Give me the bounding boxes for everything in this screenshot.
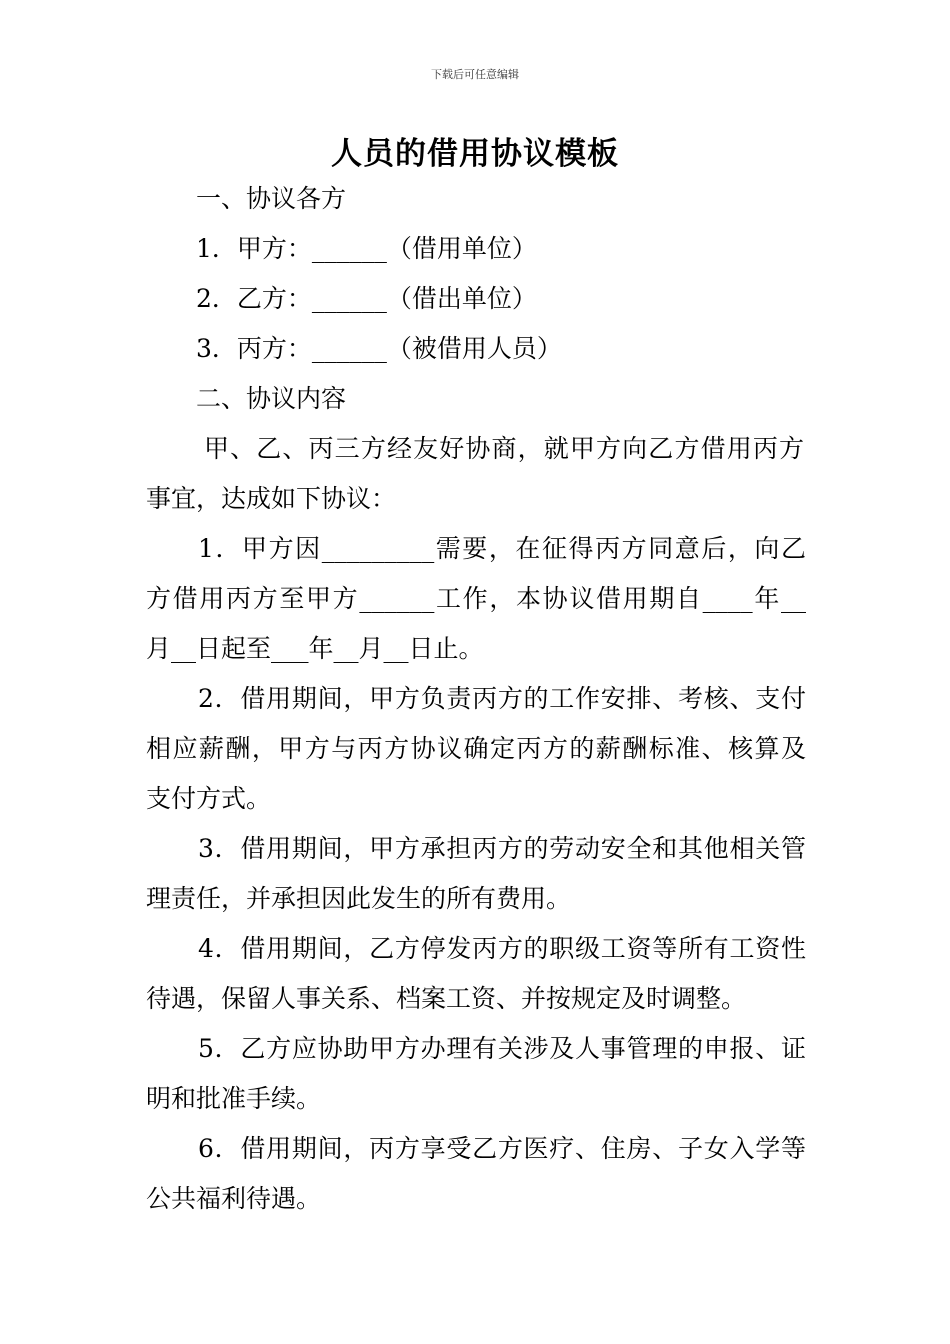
clause-3-line-2: 理责任，并承担因此发生的所有费用。 [146, 884, 572, 913]
clause-2-line-2: 相应薪酬，甲方与丙方协议确定丙方的薪酬标准、核算及 [146, 734, 806, 763]
section-heading-content: 二、协议内容 [196, 384, 347, 413]
clause-5-line-2: 明和批准手续。 [146, 1084, 322, 1113]
clause-2-line-3: 支付方式。 [146, 784, 272, 813]
party-b-line: 2．乙方：______（借出单位） [196, 284, 537, 313]
clause-1-line-1: 1．甲方因_________需要，在征得丙方同意后，向乙 [198, 534, 806, 563]
clause-5-line-1: 5．乙方应协助甲方办理有关涉及人事管理的申报、证 [198, 1034, 806, 1063]
clause-2-line-1: 2．借用期间，甲方负责丙方的工作安排、考核、支付 [198, 684, 806, 713]
page-header: 下载后可任意编辑 [431, 68, 519, 81]
clause-4-line-1: 4．借用期间，乙方停发丙方的职级工资等所有工资性 [198, 934, 806, 963]
intro-line-1: 甲、乙、丙三方经友好协商，就甲方向乙方借用丙方 [204, 434, 804, 463]
clause-1-line-3: 月__日起至___年__月__日止。 [146, 634, 484, 663]
clause-6-line-2: 公共福利待遇。 [146, 1184, 322, 1213]
document-title: 人员的借用协议模板 [331, 136, 619, 172]
clause-4-line-2: 待遇，保留人事关系、档案工资、并按规定及时调整。 [146, 984, 747, 1013]
section-heading-parties: 一、协议各方 [196, 184, 347, 213]
party-c-line: 3．丙方：______（被借用人员） [196, 334, 562, 363]
clause-1-line-2: 方借用丙方至甲方______工作，本协议借用期自____年__ [146, 584, 806, 613]
clause-6-line-1: 6．借用期间，丙方享受乙方医疗、住房、子女入学等 [198, 1134, 806, 1163]
party-a-line: 1．甲方：______（借用单位） [196, 234, 537, 263]
clause-3-line-1: 3．借用期间，甲方承担丙方的劳动安全和其他相关管 [198, 834, 806, 863]
intro-line-2: 事宜，达成如下协议： [146, 484, 397, 513]
